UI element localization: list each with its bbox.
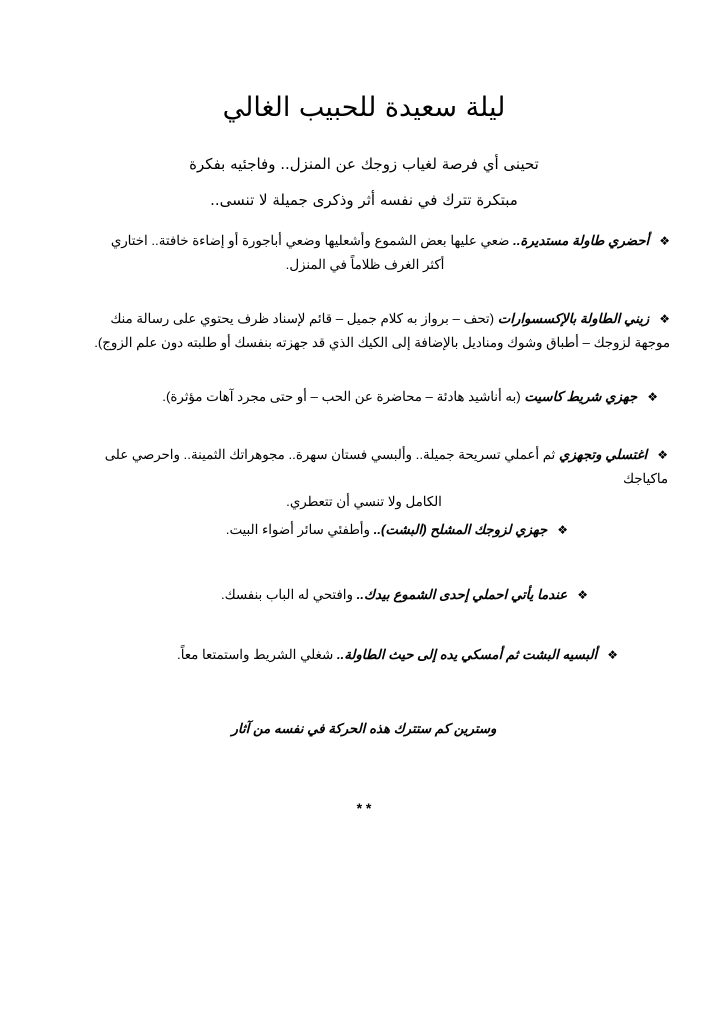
item-text: (به أناشيد هادئة – محاضرة عن الحب – أو حتى مجرد آهات مؤثرة). bbox=[162, 389, 525, 404]
intro-line-1: تحينى أي فرصة لغياب زوجك عن المنزل.. وفاجئيه بفكرة bbox=[189, 155, 539, 173]
item-text: شغلي الشريط واستمتعا معاً. bbox=[177, 647, 337, 662]
item-text: وأطفئي سائر أضواء البيت. bbox=[225, 522, 374, 537]
diamond-bullet-icon: ❖ bbox=[647, 390, 658, 404]
closing-line: وسترين كم ستترك هذه الحركة في نفسه من آثار bbox=[231, 721, 497, 736]
diamond-bullet-icon: ❖ bbox=[659, 312, 670, 326]
item-text-continued: الكامل ولا تنسي أن تتعطري. bbox=[286, 494, 442, 509]
list-item bbox=[60, 443, 668, 513]
diamond-bullet-icon: ❖ bbox=[557, 523, 568, 537]
item-bold-text: جهزي شريط كاسيت bbox=[524, 389, 638, 404]
item-bold-text: زيني الطاولة بالإكسسوارات bbox=[497, 311, 650, 326]
item-text-continued: أكثر الغرف ظلاماً في المنزل. bbox=[285, 257, 445, 272]
list-item bbox=[60, 307, 670, 354]
page-title: ليلة سعيدة للحبيب الغالي bbox=[222, 92, 506, 123]
list-item bbox=[100, 385, 658, 409]
list-item bbox=[60, 229, 670, 276]
diamond-bullet-icon: ❖ bbox=[607, 648, 618, 662]
list-item bbox=[140, 643, 618, 667]
diamond-bullet-icon: ❖ bbox=[657, 448, 668, 462]
end-stars: * * bbox=[356, 800, 372, 816]
item-bold-text: ألبسيه البشت ثم أمسكي يده إلى حيث الطاولة.. bbox=[336, 647, 598, 662]
item-text: وافتحي له الباب بنفسك. bbox=[220, 587, 357, 602]
list-item bbox=[180, 518, 568, 542]
diamond-bullet-icon: ❖ bbox=[659, 234, 670, 248]
item-text: ثم أعملي تسريحة جميلة.. وألبسي فستان سهرة.. مجوهراتك الثمينة.. واحرصي على ماكياجك bbox=[104, 447, 668, 486]
diamond-bullet-icon: ❖ bbox=[577, 588, 588, 602]
item-bold-text: عندما يأتي احملي إحدى الشموع بيدك.. bbox=[356, 587, 568, 602]
item-text: ضعي عليها بعض الشموع وأشعليها وضعي أباجورة أو إضاءة خافتة.. اختاري bbox=[110, 233, 514, 248]
intro-line-2: مبتكرة تترك في نفسه أثر وذكرى جميلة لا تنسى.. bbox=[210, 191, 518, 209]
item-bold-text: اغتسلي وتجهزي bbox=[558, 447, 648, 462]
item-bold-text: جهزي لزوجك المشلح (البشت).. bbox=[373, 522, 548, 537]
list-item bbox=[150, 583, 588, 607]
item-bold-text: أحضري طاولة مستديرة.. bbox=[513, 233, 650, 248]
item-text-continued: موجهة لزوجك – أطباق وشوك ومناديل بالإضافة إلى الكيك الذي قد جهزته بنفسك أو طلبته دون علم الزوج). bbox=[94, 335, 670, 350]
item-text: (تحف – برواز به كلام جميل – قائم لإسناد ظرف يحتوي على رسالة منك bbox=[110, 311, 498, 326]
